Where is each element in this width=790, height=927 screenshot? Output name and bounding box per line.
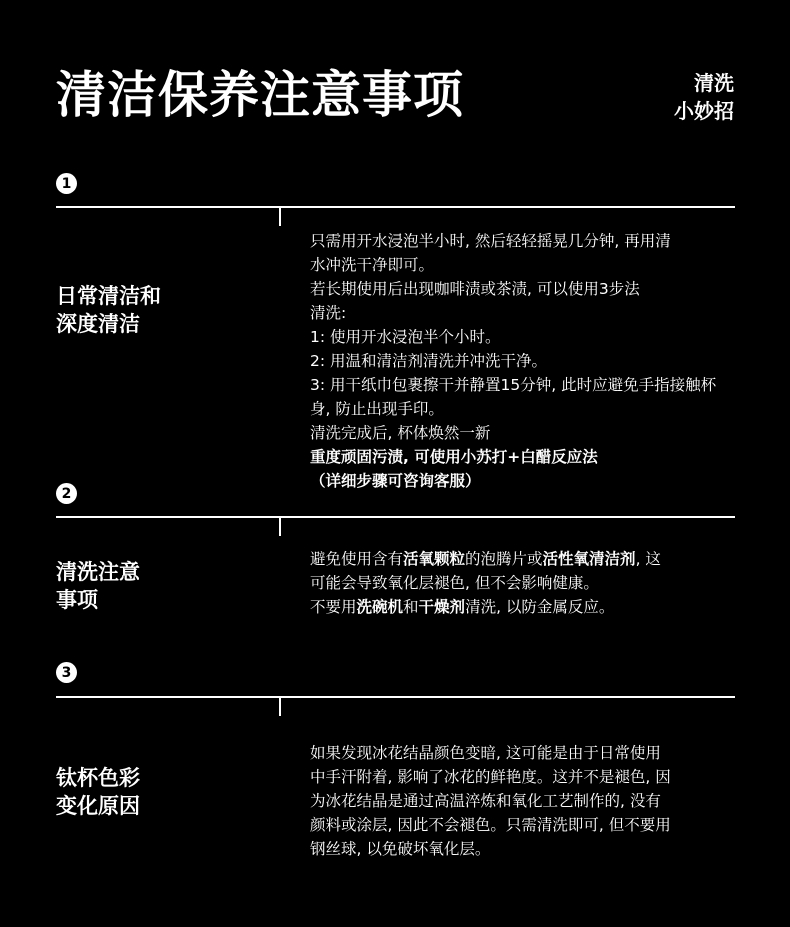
section-title-line2: 事项 [56,588,98,612]
body-line: 避免使用含有活氧颗粒的泡腾片或活性氧清洁剂, 这 [310,550,661,568]
header-tag [674,69,734,125]
page-title: 清洁保养注意事项 [56,66,464,124]
section-title-line1: 清洗注意 [56,560,140,584]
section-body [310,741,735,861]
body-line: 身, 防止出现手印。 [310,400,444,418]
section-title [56,764,140,820]
divider-tick [279,698,281,716]
body-line: 2: 用温和清洁剂清洗并冲洗干净。 [310,352,548,370]
body-line: 如果发现冰花结晶颜色变暗, 这可能是由于日常使用 [310,744,661,762]
body-line: 不要用洗碗机和干燥剂清洗, 以防金属反应。 [310,598,615,616]
header-tag-line1: 清洗 [694,71,734,95]
header-tag-line2: 小妙招 [674,99,734,123]
section-title-line1: 日常清洁和 [56,284,161,308]
section-number-badge: 1 [56,173,77,194]
section-divider [56,516,735,518]
section-title [56,282,161,338]
body-line: 钢丝球, 以免破坏氧化层。 [310,840,491,858]
section-title-line2: 变化原因 [56,794,140,818]
body-line: 清洗: [310,304,347,322]
body-line: 清洗完成后, 杯体焕然一新 [310,424,491,442]
highlight-term: 活性氧清洁剂 [542,550,636,568]
body-line: 水冲洗干净即可。 [310,256,435,274]
body-line: 若长期使用后出现咖啡渍或茶渍, 可以使用3步法 [310,280,640,298]
divider-tick [279,518,281,536]
section-title-line1: 钛杯色彩 [56,766,140,790]
section-body [310,547,735,619]
body-line: 可能会导致氧化层褪色, 但不会影响健康。 [310,574,599,592]
body-line: （详细步骤可咨询客服） [310,472,481,490]
highlight-term: 活氧颗粒 [403,550,466,568]
highlight-term: 洗碗机 [356,598,404,616]
body-line: 为冰花结晶是通过高温淬炼和氧化工艺制作的, 没有 [310,792,661,810]
body-line: 中手汗附着, 影响了冰花的鲜艳度。这并不是褪色, 因 [310,768,671,786]
section-divider [56,696,735,698]
body-line: 只需用开水浸泡半小时, 然后轻轻摇晃几分钟, 再用清 [310,232,671,250]
section-number-badge: 3 [56,662,77,683]
body-line: 重度顽固污渍, 可使用小苏打+白醋反应法 [310,448,598,466]
section-number-badge: 2 [56,483,77,504]
body-line: 1: 使用开水浸泡半个小时。 [310,328,501,346]
section-divider [56,206,735,208]
section-body [310,229,735,493]
body-line: 颜料或涂层, 因此不会褪色。只需清洗即可, 但不要用 [310,816,671,834]
body-line: 3: 用干纸巾包裹擦干并静置15分钟, 此时应避免手指接触杯 [310,376,717,394]
section-title [56,558,140,614]
highlight-term: 干燥剂 [418,598,466,616]
divider-tick [279,208,281,226]
section-title-line2: 深度清洁 [56,312,140,336]
